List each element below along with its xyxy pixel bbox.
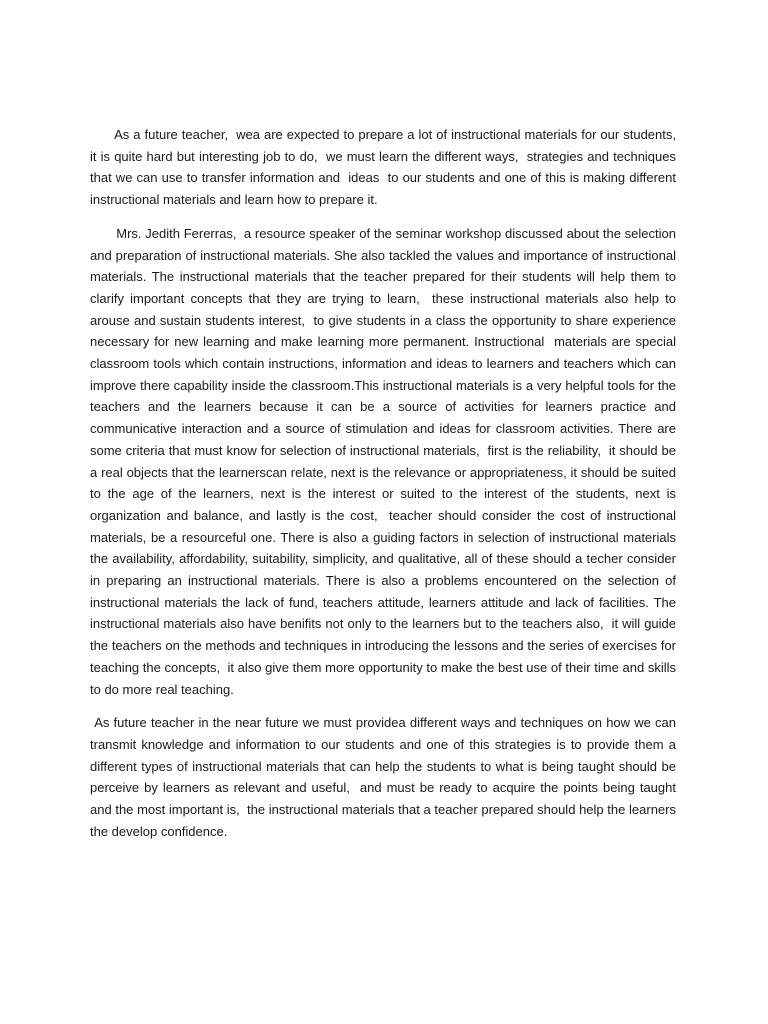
paragraph-2: Mrs. Jedith Fererras, a resource speaker of the seminar workshop discussed about the selection and preparation of instructional materials. She also tackled the values and importance of instructional materials. The instructional materials that the teacher prepared for their students will help them to clarify important concepts that they are trying to learn, these instructional materials also help to arouse and sustain students interest, to give students in a class the opportunity to share experience necessary for new learning and make learning more permanent. Instructional materials are special classroom tools which contain instructions, information and ideas to learners and teachers which can improve there capability inside the classroom.This instructional materials is a very helpful tools for the teachers and the learners because it can be a source of activities for learners practice and communicative interaction and a source of stimulation and ideas for classroom activities. There are some criteria that must know for selection of instructional materials, first is the reliability, it should be a real objects that the learnerscan relate, next is the relevance or appropriateness, it should be suited to the age of the learners, next is the interest or suited to the interest of the students, next is organization and balance, and lastly is the cost, teacher should consider the cost of instructional materials, be a resourceful one. There is also a guiding factors in selection of instructional materials the availability, affordability, suitability, simplicity, and qualitative, all of these should a techer consider in preparing an instructional materials. There is also a problems encountered on the selection of instructional materials the lack of fund, teachers attitude, learners attitude and lack of facilities. The instructional materials also have benifits not only to the learners but to the teachers also, it will guide the teachers on the methods and techniques in introducing the lessons and the series of exercises for teaching the concepts, it also give them more opportunity to make the best use of their time and skills to do more real teaching.: [90, 225, 684, 697]
document-body: [90, 124, 684, 855]
paragraph-3: As future teacher in the near future we must providea different ways and techniques on how we can transmit knowledge and information to our students and one of this strategies is to provide them a different types of instructional materials that can help the students to what is being taught should be perceive by learners as relevant and useful, and must be ready to acquire the points being taught and the most important is, the instructional materials that a teacher prepared should help the learners the develop confidence.: [90, 715, 680, 839]
paragraph-1: As a future teacher, wea are expected to prepare a lot of instructional materials for our students, it is quite hard but interesting job to do, we must learn the different ways, strategies and techniques that we can use to transfer information and ideas to our students and one of this is making different instructional materials and learn how to prepare it.: [90, 127, 684, 208]
